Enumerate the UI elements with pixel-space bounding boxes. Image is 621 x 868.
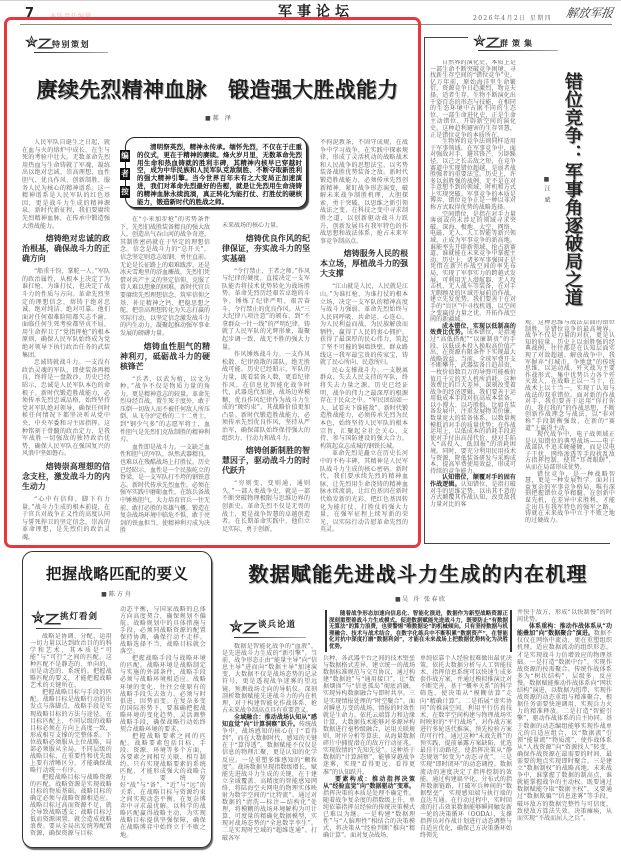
paragraph: 革命先烈是矗立在历史长河中的不朽丰碑，其精神是人民军队战斗力生成的核心密码。新时代，我们要承续先烈的精神血脉，让先烈用生命浇铸的精神血脉永续流淌，让红色基因在新时代焕发新的光彩，把红色基因转化为能打仗、打胜仗的强大力量，在强军征程上续写新的荣光，以实际行动告慰革命先烈的英灵。 xyxy=(320,450,408,534)
column-label-underline xyxy=(478,50,558,51)
page-top-border xyxy=(0,0,621,1)
paragraph: 空间错位，是指在对手力量薄弱或尚未涉足的领域寻求突破。深海、极地、太空、网络、电磁、无人、人工智能等新兴领域，正成为军事竞争的新高地。谁能率先开辟新领域、抢占新赛道，谁就能在未来竞争中掌握主动。历史上，诸多军事强国正是凭借在新兴作战空间的率先布局，实现了军事实力的跨越式发展。可利用无人潜航器、无人攻击机、无人战车等装备，在对手无暇顾及的区域开展前沿作战，建立先发优势。我们要善于在对手的“盲区”中寻找机遇，以空间之变赢得力量之优，开拓作战空间的新疆域。 xyxy=(430,210,516,324)
paragraph-text: 传统战争中，战场感知的核心在于“看得到”，而在大数据时代，感知的关键在于“算得透”。数据赋能不仅仅是信息的物理汇聚，更是认知的化学反应。一是重塑多维感知的“颗粒度”。战场数据呈现指数级增长，赋能先进战斗力生成的关键，在于建立全域覆盖、高精度的智能感知网络，将陆海空天网电的物理实体映射为数字空间的“比特流”。通过对数据的“清洗—标注—结构化”处理，将模糊的战场环境解构为可计算、可度量的精确化数据模型，实现对战场态势的“全息数字孪生”。二是实现时空域的“超维连通”。打破各军 xyxy=(222,721,317,842)
sidebar-frame-bottom xyxy=(424,543,610,544)
editor-credit: 本版责任编辑 xyxy=(50,13,93,20)
issue-date: 2026年4月2日 星期四 xyxy=(473,15,553,22)
column-label-military-talk: 谈兵论道 xyxy=(258,620,297,630)
strategy-column-2 xyxy=(120,606,206,845)
paragraph xyxy=(430,324,516,476)
paragraph-lead: 全域融合：推动战场认知从“感知直觉”向“计算洞察”跃升。 xyxy=(222,713,317,729)
paragraph: “穷则变，变则通，通则久。”一部人类战争史，就是一部不断突破物理极限与思维边界的创新史。革命先烈不仅是无畏的战士，更是战争智慧的卓越创造者。在长期革命实践中，他们立足实际，勇于创新， xyxy=(222,480,310,533)
feature-column-2 xyxy=(120,216,210,545)
paragraph: “心中有信仰，脚下有力量。”战斗力生成的根本前提，在于官兵对战争正义性的高度认同与誓死捍卫的坚定信念。崇高的革命理想，是先烈们的政治灵魂。 xyxy=(22,495,110,541)
paragraph xyxy=(517,623,612,822)
paragraph: 并快于敌方，形成“以快制慢”的时间优势。 xyxy=(517,609,612,624)
paragraph: 作风锤炼战斗力。一支作风松散、纪律涣散的部队，绝无胜战可能。历史已经昭示，军队的力量，既看装备人数，更看纪律作风。在信息化智能化战争时代，武器迭代加速，战场边界模糊，优良作风纪律作为战斗力生成的“硬约束”，其战略价值更加凸显。新时代锻造胜战能力，必须传承先烈优良作风，坚持从严治军，确保部队始终保持强大的组织力、行动力和战斗力。 xyxy=(222,351,310,442)
paragraph: “船重千钧，掌舵一人。”军队的政治属性，从根本上决定了为谁扛枪、为谁打仗，也决定了战斗力的性质与方向。革命先烈坚定的理想信念，熔铸于绝对忠诚、绝对纯洁、绝对可靠。他们面对任何艰难险阻都矢志不渝，面临任何生死考验都坚贞不屈，用生命捍卫了“党指挥枪”的根本原则，确保人民军队始终成为党绝对领导下执行政治任务的武装集团。 xyxy=(22,268,110,359)
data-article-lead-box xyxy=(325,610,512,652)
paragraph: 未来战场的核心力量。 xyxy=(222,222,283,229)
paragraph: 把握战略要素之间的匹配。战略要素包括目标、手段、资源、环境等多个方面，各要素之间相互关联、相互制约。只有实现战略要素的系统匹配，才能形成强大的战略合力。要统筹好“战”与“备”、“近”与“远”的关系，在战略目标与资源约束之间实现动态平衡，在复杂博弈中寻求最优解。以科学的战略匹配赢得战略主动，为实现战略目标提供坚强保障，确保在战略博弈中始终立于不败之地。 xyxy=(120,732,206,839)
paragraph-text: 成本错位，是指通过“高低搭配”“以廉制贵”的手段，以低成本投入换取高价值产出，在资源有限条件下实现最大战略效益。当前，全球军费开支不断攀升，武器装备日趋昂贵，一枚价值数百万的导弹可能被价值几千元的无人机所消耗。这种效费比的巨大差异，深刻改变着战争的经济逻辑。我们要善于运用低成本手段对抗高成本装备，以小博大、以巧胜拙。比如在装备发展中，注重发展物美价廉、数量庞大的装备体系，以数量规模抵消对手的质量优势；在作战运用上，以低成本的消耗手段迫使对手付出高昂代价，使对手陷入“高投入、低回报”的消耗困境。同时，要充分利用民用技术与资源，降低装备研发与采购成本，提高军费使用效益，形成可持续的竞争能力。 xyxy=(430,329,516,475)
paragraph: 民心支撑战斗力。一支脱离群众、失去人民支持的军队，终将失去力量之源。历史已经证明，战争的伟力之最深厚的根源存在于民众之中。“军民团结如一人，试看天下谁能敌”。新时代锻造胜战能力，必须传承先烈为民本色，始终坚持人民军队的根本宗旨，汇聚起全社会关心、支持、参与国防建设的强大合力，构筑起众志成城的钢铁长城。 xyxy=(320,366,408,450)
paragraph-lead: 体系重构：推动作战体系从“功能叠加”向“数据聚合”演进。 xyxy=(517,623,612,638)
editor-note-label-char: 按 xyxy=(121,187,129,196)
paragraph: 单纯依靠个人经验很难做出最优决策。依托大数据分析与人工智能技术，指挥信息系统可以快速生成多套作战方案，并通过模拟推演比对不断完善，基于“概率关系”的科学筛选，使决策从“模糊估算”走向“精确计算”。二是拓展“虚实协同”的推演空间。利用平行仿真技术，在数字空间构建与物理战场实时映射的“平行战场”，对作战方案进行多轮迭代推演，预先检验方案的可行性。通过这种“未战先胜”的预实践，提前暴露方案缺陷，优选最佳行动路径，使指挥决策从“静态规划”转变为“动态寻优”。三是实现“即时闭环”的动态调控。数据流动的速度决定了指挥控制的效能。通过构建扁平化、分布式的指挥数据链路，打破军兵种间的“数据壁垒”，实现感知端与执行端的直达互通。在行动过程中，实时回流的打击效果数据能够瞬间触发新一轮的决策循环（OODA），支撑指挥员对作战计划进行动态调整与自适应优化，确保己方决策循环始终领先 xyxy=(420,655,512,840)
paragraph-lead: 成本错位，实现以低制高的效费比优势。 xyxy=(430,322,516,337)
paragraph-text: 认知错位，是指打破对手的思维定势，以出其不意的方式颠覆其作战认知，改变敌我力量对比的客 xyxy=(430,481,516,508)
paragraph: “兵者，以武为植，以文为种。”战争不仅是物质力量的角力，更是精神意志的较量。革命先烈身经百战，置生死于度外，敢于压倒一切敌人而不被任何敌人所压倒。从飞夺泸定桥的二十二勇士，到“钢少气多”的志愿军将士，血性胆气是先烈们克敌制胜的精神利刃。 xyxy=(120,375,210,444)
newspaper-logo: 解放军报 xyxy=(565,6,614,20)
paragraph: 血性即是战斗力。一支缺乏血性和胆气的军队，纵然武器精良，也难以在残酷战场上打胜仗。历史已经昭示，血性是一个民族屹立的脊梁，是一支军队打不垮的钢铁意志。新时代传承先烈血性，必须在强军实践中磨砺血性，在练兵备战中锤炼胆气，大力培育官兵一往无前、敢打必胜的英雄气概，锻造在复杂战场环境中临危不惧、敢于亮剑的铁血担当，使精神利刃成为决胜 xyxy=(120,443,210,535)
star-z-icon xyxy=(228,618,260,635)
paragraph-text: 数据不仅仅在网络中流动，更在重塑组织机理。适应数据流动的组织形态，才是实现战斗力倍增效应的物理基础。一是打造“数据中台”，实现作战资源的按需聚合。传统作战体系多为“树状结构”，层级多、反应慢。数据赋能推动作战体系向“网状结构”演进，以数据为纽带，实现作战资源的动态重组与精准聚合，根据任务需要快速调用，实现兵力火力的精准释放。二是打造“智能引擎”，驱动作战体系的自主协同。基于数据的动态编组能够实现作战单元的自适应组合，以“数据流”引领“能量流”“物质流”，使作战体系从“人找资源”向“资源找人”转变，确保作战资源在最需要的时间、最需要的地点实现即时聚合。三是建立“数据制权”的战略高地。未来战争中，谁掌握了数据的制高点，谁就能掌握战争的主动权。既要通过数据赋能夺取“数据主权”，又要通过“数据欺骗”“信息迷雾”等手段，破坏敌方的数据完整性与可信度，致使敌方算法失效、决策瘫痪，从而实现“不战而屈人之兵”。 xyxy=(517,630,612,822)
section-subheading: 熔铸创新制胜的智慧因子，驱动战斗力的时代跃升 xyxy=(222,446,310,476)
editor-note-box xyxy=(125,137,307,208)
paragraph: 数据是智能化战争的“血液”，是先进战斗力生成的“新引擎”。当前，战争形态正由“能量主导”向“信息主导”进而向“数据主导”加速演变，大数据不仅是战场态势的记录符号，更是透视战争迷雾的望远镜、预测战场走向的导航仪。深刻剖析数据赋能先进战斗力的内在机理，对于构建智能化作战体系、抢占未来战争制高点具有重要意义。 xyxy=(222,643,317,714)
column-label-underline xyxy=(36,628,102,629)
data-column-3 xyxy=(420,655,512,860)
paragraph-lead: 认知错位，颠覆对手的固有作战逻辑。 xyxy=(430,474,516,488)
column-label-special-feature: 特别策划 xyxy=(52,40,90,49)
paragraph xyxy=(430,475,516,508)
sidebar-column-1 xyxy=(430,60,516,541)
sidebar-byline: ■汪 斌 xyxy=(543,176,550,205)
section-subheading: 熔铸绝对忠诚的政治根基，确保战斗力的正确方向 xyxy=(22,234,110,264)
paragraph: 把握战略手段与战略环境的匹配。战略环境是战略制定与实施的外部条件，战略手段必须与战略环境相适应。战略环境的变化，往往会使原有的战略手段失去效力，必须与时俱进、因势而变。在复杂多变的国际形势下，要准确把握战略环境的变化趋势，灵活调整战略手段，确保战略行动始终契合战略环境的要求。 xyxy=(120,655,206,733)
strategy-article-byline: ■陈方舟 xyxy=(101,591,133,598)
paragraph: “令行禁止，王者之师。”作风与纪律的硬度，直接决定一支军队能否将技术优势转化为战场胜势。革命先烈历经艰苦卓绝的斗争，锤炼了纪律严明、艰苦奋斗、令行禁止的优良作风。从“三大纪律八项注意”的颁布，到“不拿群众一针一线”的严明纪律，铸就了人民军队的光辉形象，凝聚起步调一致、战无不胜的强大力量。 xyxy=(222,267,310,351)
paragraph: 生物界的竞争法则同样适用于军事领域。在军事竞争中，面对强敌对手，避其锋芒、另辟蹊径，以己之长击敌之短，在竞争赛道中实现错位超越，是弱者战胜强者的重要法宝。历史上，许多以弱胜强的战例，无不是在对手意想不到的领域、时机和方式上实现突破。军事竞争的本质是博弈，错位竞争正是一种以非对称方式取得优势的战略选择。 xyxy=(430,138,516,212)
section-subheading: 熔铸血性胆气的精神利刃，砥砺战斗力的硬核锋芒 xyxy=(120,341,210,371)
sidebar-column-2 xyxy=(525,320,615,541)
data-column-2 xyxy=(323,655,415,860)
paragraph xyxy=(222,714,317,842)
paragraph: 在“小米加步枪”的劣势条件下，先烈们战胜装备精良的强大敌人，创造出气吞山河的战争奇迹，其制胜密码就在于坚定的理想信念。信念是战斗力的“总开关”，信念坚定则意志如钢、勇往直前。无论是长征路上的艰难跋涉，还是冰天雪地里的浴血鏖战，先烈们凭借对共产主义的坚定信仰，克服了常人难以想象的困难。新时代官兵要赓续先烈理想信念，筑牢信仰之基、补足精神之钙、把稳思想之舵，把崇高理想转化为矢志打赢的实际行动，以坚定信念激发战斗力的内生动力，凝聚起推动强军事业发展的磅礴力量。 xyxy=(120,216,210,337)
feature-column-3 xyxy=(222,222,310,545)
data-column-1 xyxy=(222,643,317,860)
feature-byline: ■郝 泽 xyxy=(205,115,233,122)
star-z-icon xyxy=(472,33,502,49)
data-article-headline[interactable]: 数据赋能先进战斗力生成的内在机理 xyxy=(248,562,588,586)
paragraph: 不拘泥教条，不固守成规，在战争中学习战争，在实践中探索规律，形成了灵活机动的战略战术和人民战争的思想法宝，以劣势装备战胜优势装备之敌。新时代锻造胜战能力，必须传承先烈创新精神，紧盯战争形态演变，破解未来战争制胜机理，大胆探索、勇于突破，以思维之新引领战法之变，在科技之变中寻求制胜之道，以创新驱动战斗力跃升，创新发展具有我军特色的作战思想和战法体系，抢占未来军事竞争制高点。 xyxy=(320,139,408,245)
editor-note-label-char: 者 xyxy=(121,169,129,178)
section-subheading: 熔铸服务人民的根本立场，厚植战斗力的强大支撑 xyxy=(320,249,408,279)
paragraph: 战略是协调、分配、运用一切力量以达到政治目的的科学和艺术，其本质是“可能”与“可行”之间的匹配。这种匹配不是静态的、单向的，而是动态的、系统的。把握战略匹配的要义，才能把握战略艺术的关键所在。 xyxy=(30,633,112,690)
paragraph: 兵种、各武器平台之间的技术壁垒与数据格式差异，建立统一的战场数据标准规范与交互协议，通过构建“数据池”与“通用接口”，让“数据烟囱”与“信息孤岛”彻底消融，实现异构数据融合与即时共享。三是实现情报处理的“时空聚合”。面对瞬息万变的战场，情报的时效性就是生命力。依托云端算力和边缘计算，大数据技术能够对多源异构数据进行毫秒级融合，运用关联规则、时序分析等算法，从海量数据碎片中捕捉潜在的敌方行动征兆，实现敌情的“先知先觉”。这种基于数据的“计算洞察”，能够穿越战争迷雾，实现“看得更远、看得更准”的认知跃升。 xyxy=(323,655,415,776)
sidebar-headline[interactable]: 错位竞争：军事角逐破局之道 xyxy=(562,72,583,306)
paragraph: 把握战略目标与战略资源的匹配。战略资源是实现战略目标的物质基础，战略目标的确定必须与战略资源相适应。战略目标过高而资源不足，就会导致战略透支；战略目标过低而资源闲置，就会造成战略浪费。要从全局出发统筹配置资源，确保资源与目标 xyxy=(30,773,112,838)
column-label-underline xyxy=(34,52,108,53)
column-label-underline xyxy=(234,637,306,638)
section-title: 军事论坛 xyxy=(278,4,354,20)
feature-headline[interactable]: 赓续先烈精神血脉 锻造强大胜战能力 xyxy=(36,78,399,102)
section-subheading: 熔铸优良作风的纪律保证，夯实战斗力的坚实基础 xyxy=(222,233,310,263)
section-subheading: 熔铸崇高理想的信念支柱，激发战斗力的内生动力 xyxy=(22,461,110,491)
editor-note-label-char: 编 xyxy=(121,151,129,160)
paragraph: 自然界的演化史，本质上是一部生命不断突破竞争困境、寻找新生存空间的“错位竞争”史。亿万年前，原始海洋里生命繁衍，资源竞争日趋激烈，物竞天择，适者生存。生物不断演化出千姿百态的形态与技能，在相同的生态环境中占据不同的生态位，一部生命进化史，正是生命主动错位、开辟新空间的演化史。这种趋利避害的生存智慧，正是错位竞争的本质所在。 xyxy=(430,60,516,139)
paragraph-text: 指挥决策的本质是处理不确定性。随着战争复杂度的指数级上升，单纯依靠指挥员经验的传统决策模式已难以为继。一是构建“数据理性”与“人脑理性”相结合的决策模式，将决策从“经验判断”推向“精确计算”。面对复杂战场， xyxy=(323,789,415,840)
paragraph: 观。这种思维与战法层面的错位制胜，是错位竞争的最高境界。战争不仅是力量的对抗，更是认知的较量。历史上以弱胜强的经典战例，往往都是在认知层面实现了对敌超越。解放战争中，我军摒弃“打城市、争地盘”的传统思维，以运动战、歼灭战为主要作战形式，集中优势兵力各个歼灭敌人，在战略上以一当十，在战术上以十当一，实现了认知与战法的双重错位。面对新的作战对手，我们要善于运用“你打你的、我打我的”的作战思想，不断创新作战理念与战法，以“非对称”手段制衡强敌，在新的“赛道”上赢得主动。 xyxy=(525,320,615,432)
column-label-group-strategy: 群策集 xyxy=(500,39,536,48)
feature-column-1 xyxy=(22,139,110,545)
data-article-byline: ■吴 舟 张春欣 xyxy=(395,596,447,603)
sidebar-frame-left xyxy=(424,37,425,544)
star-z-icon xyxy=(24,34,54,50)
paragraph: 现代战争中，电子战领域正是认知错位的典型战场——电子战部队不追求硬碰硬，而是以电子干扰、网络渗透等手段扰乱敌方指挥控制，使其“耳聋眼瞎”，从而在局部形成优势。 xyxy=(525,431,615,472)
paragraph xyxy=(323,776,415,840)
paragraph: 人民军队自诞生之日起，就在血与火的熔炉中成长，在生与死的考验中壮大。无数革命先烈用热血与生命铸就了军魂，凝练出以绝对忠诚、崇高理想、血性胆气、优良作风、创新制胜、服务人民为核心的精神谱系。这一精神谱系是人民军队的红色基因，更是战斗力生成的精神源泉。新时代新征程，我们要赓续先烈精神血脉，在传承中锻造强大胜战能力。 xyxy=(22,139,110,230)
paragraph: 动态平衡，与国家战略的总体方向高度契合，确保规划不偏航。战略规划中的具体措施与手段，必须同战略资源的配置保持协调，确保行动不走样。战略选择不当，战略目标就会落空。 xyxy=(120,606,206,656)
paragraph-lead: 要素构成：推动指挥决策从“经验直觉”向“数据驱动”变革。 xyxy=(323,775,415,790)
sidebar-frame-top xyxy=(424,37,468,38)
paragraph: “江山就是人民，人民就是江山。”为谁扛枪、为谁打仗的根本立场，决定一支军队的精神高度与战斗力强弱。革命先烈始终与人民同呼吸、共命运、心连心，为人民利益而战，为民族解放而牺牲，赢得了人民的衷心拥护，获得了最深厚的民心伟力，筑起了坚不可摧的铜墙铁壁。群众路线这一我军最宝贵的传家宝，铸就了民心所向、民意所归。 xyxy=(320,283,408,367)
data-column-4 xyxy=(517,609,612,860)
page-number: 7 xyxy=(25,6,35,21)
column-label-lamp-sword: 挑灯看剑 xyxy=(60,612,99,622)
data-article-lead: 随着战争形态加速向信息化、智能化演进，数据作为新型战略资源正深刻重塑着战斗力生成模式。促进数据赋能先进战斗力，既要防止“有数据无算法”的算力浪费，也要警惕“唯数据论”的机械倾向。只有坚持数据与机理融合、技术与战术结合，在数字化练兵中不断积累“数据资产”，在智能化对抗中深度打磨“数据利剑”，才能在未来战场上把数据优势转化为决胜优势。 xyxy=(329,611,508,650)
paragraph: 错位竞争，是一种战略智慧，更是一种发展哲学。面对日益复杂的军事竞争格局，唯有深刻把握错位竞争精髓，在创新中谋先机，在差异中求胜利，才能走出具有我军特色的强军之路，铸就在未来战争中立于不败之地的过硬战力。 xyxy=(525,470,615,524)
paragraph: 把握战略目标与手段的匹配。战略目标是战略行动的出发点与落脚点，战略手段是实现战略目标的方法与途径。在目标匹配上，不同层级的战略目标必须在方向上高度一致，形成相互支撑的完整体系。下位战略必须服从上位战略，局部必须服从全局。不同层级的战略目标，在重要性和优先级上要有清晰区分，才能确保战略行动统一有序。 xyxy=(30,689,112,774)
feature-column-4 xyxy=(320,139,408,545)
editor-note-text: 清明祭英烈，精神永传承。缅怀先烈，不仅在于庄重的仪式，更在于精神的赓续。烽火岁月里，无数革命先烈用生命和热血铸就的胜利丰碑，其精神内核早已穿越时空，成为中华民族和人民军队克敌制胜、不断夺取新胜利的强大精神引擎。当今世界百年未有之大变局正加速演进，我们对革命先烈最好的告慰，就是让先烈用生命浇铸的精神血脉永续流淌，真正转化为能打仗、打胜仗的硬核能力，锻造新时代的胜战之师。 xyxy=(137,143,302,206)
paragraph: 忠诚铸就战斗力。一支没有政治灵魂的军队，即使装备再精良，终将是一盘散沙。历史已经昭示，忠诚是人民军队本色的命根子。新时代锻造胜战能力，必须传承先烈忠诚品格，始终坚持党对军队绝对领导，确保任何时候任何情况下都坚决听从党中央、中央军委和习主席指挥。这种铭刻于骨髓的政治定力，是我军战胜一切强敌的独特政治优势，确保人民军队在强国复兴的风浪中坚如磐石。 xyxy=(22,359,110,458)
strategy-article-headline[interactable]: 把握战略匹配的要义 xyxy=(45,564,189,583)
header-divider xyxy=(20,24,612,25)
strategy-column-1 xyxy=(30,633,112,845)
star-z-icon xyxy=(30,609,62,626)
